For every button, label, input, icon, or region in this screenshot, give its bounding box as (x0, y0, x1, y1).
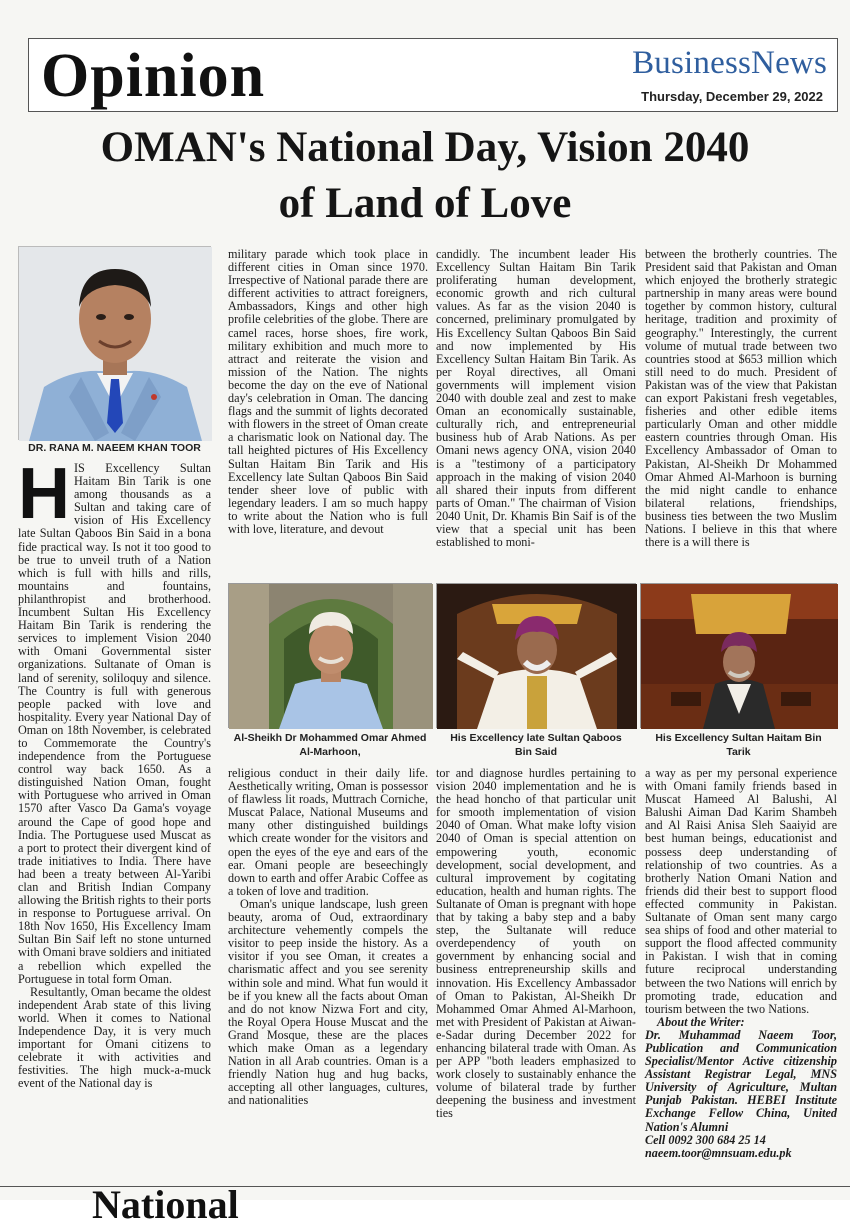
writer-phone: Cell 0092 300 684 25 14 (645, 1132, 766, 1147)
column-1-text (18, 454, 211, 1174)
article-headline: OMAN's National Day, Vision 2040 of Land of Love (100, 124, 750, 227)
column-3-top-text: candidly. The incumbent leader His Excellency Sultan Haitam Bin Tarik proliferating human development, economic growth and rich cultural values. As far as the vision 2040 is concerned, preliminary promulgated by His Excellency Sultan Qaboos Bin Said and now implemented by His Excellency Sultan Haitam Bin Tarik. As per Royal directives, all Omani governments will implement vision 2040 with double zeal and zest to make Oman an economically sustainable, culturally rich, and entrepreneurial business hub of Arab Nations. As per Omani news agency ONA, vision 2040 is a "testimony of a participatory approach in the making of vision 2040 all shared their inputs from different parts of Oman." The chairman of Vision 2040 Unit, Dr. Khamis Bin Saif is of the view that a special unit has been established to moni- (436, 247, 636, 550)
paragraph: a way as per my personal experience with Omani family friends based in Muscat Hameed Al Balushi, Al Balushi Aiman Dad Karim Shambeh and Al Raisi Anisa Sleh Saaiyid are best human beings, educationist and possess deep understanding of relationship of two countries. As a brotherly Nation Omani Nation and friends did their best to support flood effected community in Pakistan. Sultanate of Oman sent many cargo sea ships of food and other material to support the flood affected community in Pakistan. I wish that in coming future reciprocal understanding between the two Nations will enrich by promoting trade, education and tourism between the two Nations. (645, 766, 837, 1016)
author-portrait-image (19, 247, 212, 441)
brand-logo: BusinessNews (632, 45, 827, 81)
next-section-title: National (92, 1182, 239, 1227)
about-writer-title: About the Writer: (657, 1014, 745, 1029)
about-writer-text: Dr. Muhammad Naeem Toor, Publication and Communication Specialist/Mentor Active citizenship Assistant Registrar Legal, MNS University of Agriculture, Multan Punjab Pakistan. HEBEI Institute Exchange Fellow China, United Nation's Alumni (645, 1027, 837, 1134)
paragraph: Oman's unique landscape, lush green beauty, aroma of Oud, extraordinary architecture vehemently compels the visitor to peep inside the history. As a visitor if you see Oman, it creates a charismatic affect and you see serenity within sole and mind. What fun would it be if you knew all the facts about Oman and do not know Nizwa Fort and city, the Royal Opera House Muscat and the Grand Mosque, these are the places which make Oman as a legendary Nation in all Arab countries. Oman is a friendly Nation hug and hug backs, accepting all other languages, cultures, and nationalities (228, 896, 428, 1108)
photo-sultan-haitam (640, 583, 837, 728)
lead-paragraph (18, 454, 211, 986)
drop-cap: H (18, 454, 70, 534)
photo-caption-sultan-qaboos: His Excellency late Sultan Qaboos Bin Said (450, 732, 622, 758)
paragraph: religious conduct in their daily life. Aesthetically writing, Oman is possessor of flawless lit roads, Muttrach Corniche, Muscat Palace, National Museums and many other distinguished buildings which create wonder for the visitors and open the eyes of the eye and ears of the ear. Omani people are beseechingly down to earth and offer Arabic Coffee as a token of love and tradition. (228, 766, 428, 898)
column-4-bottom-text (645, 767, 837, 1173)
photo-caption-ambassador: Al-Sheikh Dr Mohammed Omar Ahmed Al-Marhoon, (233, 732, 427, 758)
ambassador-image (229, 584, 433, 729)
column-2-bottom-text (228, 767, 428, 1173)
section-title: Opinion (41, 42, 266, 110)
sultan-qaboos-image (437, 584, 637, 729)
photo-ambassador (228, 583, 432, 728)
column-3-bottom-text: tor and diagnose hurdles pertaining to vision 2040 implementation and he is the head honcho of that particular unit for smooth implementation of vision 2040 of Oman. What make lofty vision 2040 of Oman is special attention on empowering youth, economic development, social development, and cultural improvement by cogitating education, health and human rights. The Sultanate of Oman is pregnant with hope that by taking a baby step and a baby step, the Sultanate will reduce overdependency of youth on government by enhancing social and business entrepreneurship skills and innovation. His Excellency Ambassador of Oman to Pakistan, Al-Sheikh Dr Mohammed Omar Ahmed Al-Marhoon, met with President of Pakistan at Aiwan-e-Sadar during December 2022 for enhancing bilateral trade with Oman. As per APP "both leaders emphasized to work closely to sustainably enhance the volume of bilateral trade by further deepening the business and investment ties (436, 766, 636, 1121)
publication-date: Thursday, December 29, 2022 (641, 89, 823, 104)
photo-sultan-qaboos (436, 583, 636, 728)
next-section-strip (0, 1182, 850, 1227)
author-caption: DR. RANA M. NAEEM KHAN TOOR (28, 442, 201, 454)
photo-caption-sultan-haitam: His Excellency Sultan Haitam Bin Tarik (655, 732, 822, 758)
writer-email: naeem.toor@mnsuam.edu.pk (645, 1145, 792, 1160)
masthead (28, 38, 838, 112)
sultan-haitam-image (641, 584, 838, 729)
author-photo (18, 246, 211, 440)
paragraph-text: Resultantly, Oman became the oldest independent Arab state of this living world. When it comes to National Independence Day, it is very much important for Omani citizens to celebrate it with activities and festivities. The high muck-a-muck event of the National day is (18, 984, 211, 1091)
column-4-top-text: between the brotherly countries. The President said that Pakistan and Oman which enjoyed the brotherly strategic partnership in many areas were bound together by common history, cultural heritage, tradition and proximity of geography." Interestingly, the current volume of mutual trade between two countries stood at $653 million which still need to do much. President of Pakistan was of the view that Pakistan can export Pakistani fresh vegetables, fisheries and other edible items particularly Oman and other middle eastern countries through Oman. His Excellency Ambassador of Oman to Pakistan, Al-Sheikh Dr Mohammed Omar Ahmed Al-Marhoon is burning the mid night candle to enhance bilateral relations, friendships, business ties between the two Muslim Nations. I believe in this that where there is a will there is (645, 247, 837, 550)
column-2-top-text: military parade which took place in different cities in Oman since 1970. Irrespective of National parade there are different activities to attract foreigners, Ambassadors, Kings and other high profile celebrities of the globe. There are camel races, horse shoes, fire work, military exhibition and much more to attract and reiterate the vision and mission of the Nation. The nights become the day on the eve of National day's celebration in Oman. The dancing flags and the summit of lights decorated with flowers in the street of Oman create a charismatic look on National day. The tall heighted pictures of His Excellency Sultan Haitam Bin Tarik and His Excellency late Sultan Qaboos Bin Said tender sheer love of public with legendary leaders. I am so much happy to write about the Nation who is full with love, literature, and devout (228, 247, 428, 536)
lead-paragraph-text: IS Excellency Sultan Haitam Bin Tarik is one among thousands as a Sultan and taking care of vision of His Excellency late Sultan Qaboos Bin Said in a bona fide practical way. Is not it too good to be true to unveil truth of a Nation which is full with hills and rills, mountains and fountains, philanthropist and brotherhood. Incumbent Sultan His Excellency Haitam Bin Tarik is rendering the services to implement Vision 2040 with Omani Governmental sister organizations. Sultanate of Oman is land of serenity, soliloquy and silence. The Country is full with generous people packed with love and hospitality. Every year National Day of Oman on 18th November, is celebrated to Commemorate the Country's independence from the Portuguese control way back 1650. As a distinguished Nation Oman, fought with Portuguese who arrived in Oman 1570 after Vasco Da Gama's voyage around the Cape of good hope and India. The Portuguese used Muscat as a port to protect their divergent kind of trade initiatives to India. There have had been a treaty between Al-Yaribi clan and British Indian Company allowing the British rights to their ports in response to Portuguese arrival. On 18th Nov 1650, His Excellency Imam Sultan Bin Saif left no stone unturned with Omani brave soldiers and initiated a rebellion which expelled the Portuguese in total form Oman. (18, 461, 211, 986)
paragraph (18, 986, 211, 1091)
